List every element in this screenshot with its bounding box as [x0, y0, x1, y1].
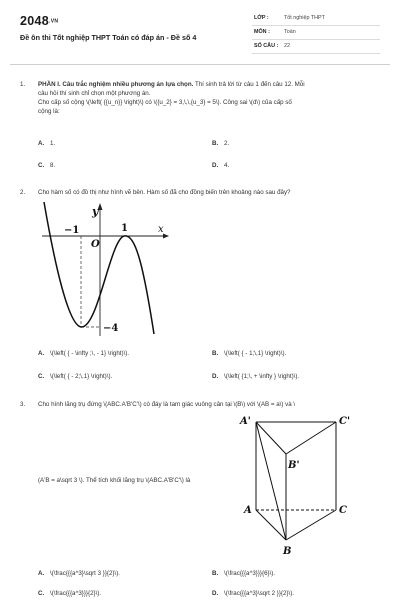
option-letter: C.	[38, 590, 45, 597]
q3-option-b[interactable]	[212, 570, 275, 577]
meta-subject-value: Toán	[284, 29, 296, 35]
q2-option-b[interactable]	[212, 350, 286, 357]
function-graph	[36, 200, 172, 340]
label-a: A	[244, 505, 252, 516]
option-letter: C.	[38, 373, 45, 380]
q3-option-c[interactable]	[38, 590, 101, 597]
prism-figure	[232, 412, 360, 562]
x-tick-1: 1	[121, 223, 128, 234]
option-letter: D.	[212, 162, 219, 169]
edge-bc	[286, 510, 336, 540]
y-tick-minus4: −4	[103, 323, 119, 334]
option-letter: B.	[212, 140, 219, 147]
option-text: \(\frac{{{a^3}\sqrt 2 }}{2}\).	[224, 590, 294, 597]
question-text: Cho hàm số có đồ thị như hình vẽ bên. Hàm số đã cho đồng biến trên khoảng nào sau đây?	[38, 189, 291, 196]
label-c1: C'	[339, 416, 351, 427]
q2-option-a[interactable]	[38, 350, 129, 357]
option-text: 8.	[50, 162, 56, 169]
option-letter: C.	[38, 162, 45, 169]
question-line-2: câu hỏi thí sinh chỉ chọn một phương án.	[38, 90, 151, 97]
question-number: 2.	[20, 189, 26, 196]
y-axis-label: y	[92, 205, 99, 218]
option-text: \(\left( { - 1;\,1} \right)\).	[224, 350, 287, 357]
question-text-2: (A'B = a\sqrt 3 \). Thể tích khối lăng trụ \(ABC.A'B'C'\) là	[38, 477, 191, 484]
q2-option-d[interactable]	[212, 373, 299, 380]
header-divider	[10, 64, 390, 65]
option-letter: D.	[212, 373, 219, 380]
meta-count-key: SỐ CÂU :	[254, 43, 279, 49]
question-3-continued	[38, 476, 190, 485]
option-text: \(\left( { - 2;\,1} \right)\).	[50, 373, 113, 380]
edge-b1c1	[286, 422, 336, 454]
option-letter: B.	[212, 350, 219, 357]
question-number: 1.	[20, 81, 26, 88]
option-letter: A.	[38, 350, 45, 357]
document-title: Đề ôn thi Tốt nghiệp THPT Toán có đáp án - Đề số 4	[20, 33, 197, 42]
logo-main: 2048	[20, 14, 50, 28]
diagonal-a1b	[256, 422, 286, 540]
meta-subject-key: MÔN :	[254, 29, 270, 35]
x-axis-label: x	[158, 224, 164, 235]
option-text: \(\frac{{{a^3}}}{2}\).	[50, 590, 102, 597]
label-a1: A'	[240, 416, 251, 427]
option-letter: B.	[212, 570, 219, 577]
option-letter: A.	[38, 570, 45, 577]
meta-class-value: Tốt nghiệp THPT	[284, 15, 325, 21]
q3-option-d[interactable]	[212, 590, 294, 597]
x-axis-arrow	[163, 234, 169, 239]
option-letter: D.	[212, 590, 219, 597]
question-line-3: Cho cấp số cộng \(\left( {{u_n}} \right)\) có \({u_2} = 3,\,\,{u_3} = 5\). Công sai \(d\) của cấp số	[38, 99, 292, 106]
function-curve	[44, 202, 154, 334]
option-text: \(\frac{{{a^3}\sqrt 3 }}{2}\).	[50, 570, 120, 577]
edge-ab	[256, 510, 286, 540]
meta-count-value: 22	[284, 43, 290, 49]
question-number: 3.	[20, 401, 26, 408]
question-line-1: Thí sinh trả lời từ câu 1 đến câu 12. Mỗi	[193, 81, 305, 88]
meta-count	[252, 40, 380, 54]
q1-option-b[interactable]	[212, 140, 229, 147]
origin-label: O	[91, 239, 100, 250]
question-text: Cho hình lăng trụ đứng \(ABC.A'B'C'\) có đáy là tam giác vuông cân tại \(B\) với \(AB = a\) và \	[38, 401, 296, 408]
site-logo[interactable]	[20, 14, 58, 28]
question-line	[38, 80, 388, 89]
q1-option-d[interactable]	[212, 162, 229, 169]
x-tick-minus1: −1	[64, 225, 80, 236]
question-line-4: cộng là:	[38, 108, 60, 115]
part-heading: PHẦN I. Câu trắc nghiệm nhiều phương án lựa chọn.	[38, 81, 194, 88]
option-text: \(\left( {1;\, + \infty } \right)\).	[224, 373, 300, 380]
q2-option-c[interactable]	[38, 373, 112, 380]
option-text: \(\left( { - \infty ;\, - 1} \right)\).	[50, 350, 130, 357]
option-text: 4.	[224, 162, 230, 169]
option-text: \(\frac{{{a^3}}}{6}\).	[224, 570, 276, 577]
label-b: B	[283, 546, 292, 557]
option-text: 2.	[224, 140, 230, 147]
q1-option-c[interactable]	[38, 162, 55, 169]
logo-sub: .VN	[49, 18, 59, 25]
option-text: 1.	[50, 140, 56, 147]
meta-subject	[252, 26, 380, 40]
q1-option-a[interactable]	[38, 140, 55, 147]
meta-class	[252, 12, 380, 26]
question-text	[38, 80, 388, 116]
label-b1: B'	[288, 460, 300, 471]
meta-class-key: LỚP :	[254, 15, 269, 21]
option-letter: A.	[38, 140, 45, 147]
label-c: C	[339, 505, 347, 516]
q3-option-a[interactable]	[38, 570, 120, 577]
